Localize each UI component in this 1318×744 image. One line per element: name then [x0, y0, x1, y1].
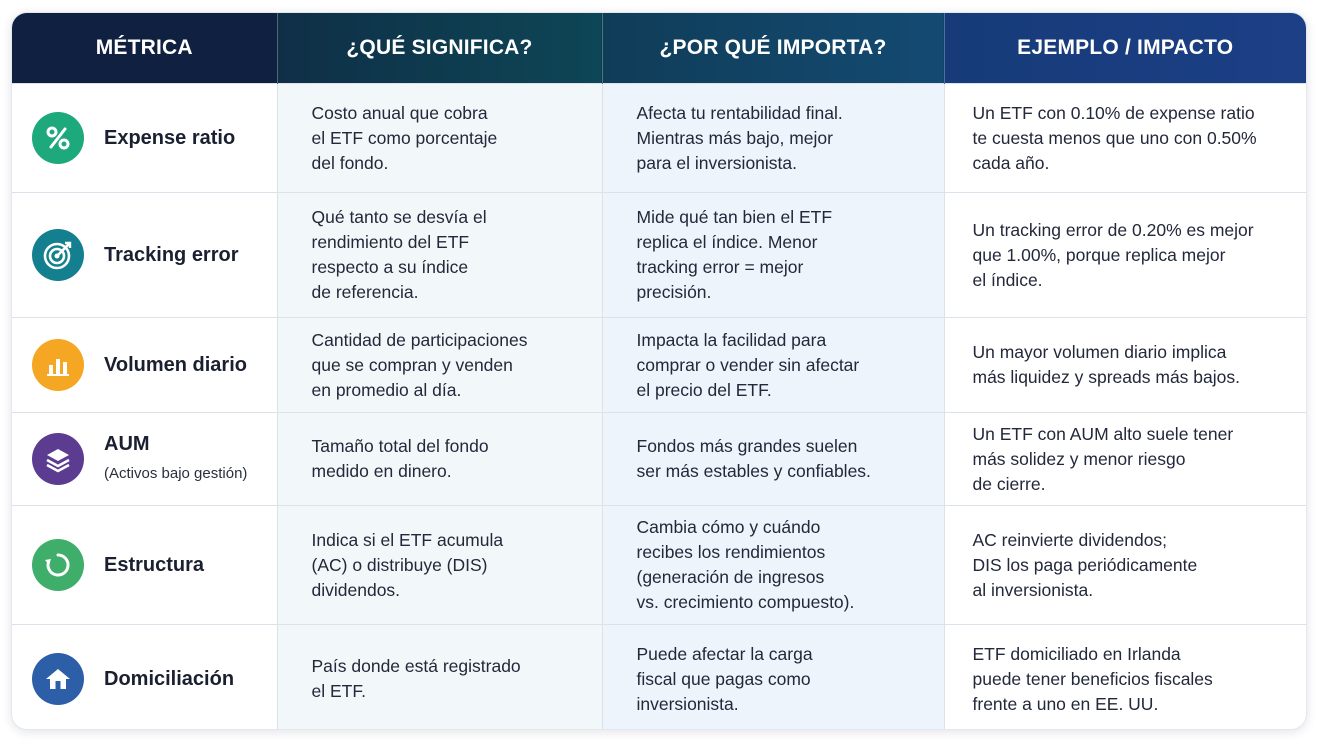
table-row: [12, 193, 1306, 318]
example-text: Un ETF con AUM alto suele tener más solidez y menor riesgo de cierre.: [972, 423, 1234, 494]
meaning-text: Cantidad de participaciones que se compran y venden en promedio al día.: [311, 329, 528, 400]
table-row: [12, 318, 1306, 413]
etf-metrics-table: [12, 13, 1306, 730]
metric-subtitle: (Activos bajo gestión): [104, 465, 248, 482]
metric-cell: [12, 84, 277, 193]
metric-name: Tracking error: [104, 243, 239, 266]
table-row: [12, 413, 1306, 506]
table-row: [12, 506, 1306, 625]
why-text: Fondos más grandes suelen ser más estables y confiables.: [636, 436, 871, 481]
metric-cell: [12, 625, 277, 731]
table-row: [12, 625, 1306, 731]
header-ejemplo-impacto: EJEMPLO / IMPACTO: [944, 13, 1306, 84]
meaning-text: País donde está registrado el ETF.: [311, 656, 521, 701]
header-por-que-importa: ¿POR QUÉ IMPORTA?: [602, 13, 944, 84]
cycle-icon: [32, 539, 84, 591]
header-que-significa: ¿QUÉ SIGNIFICA?: [277, 13, 602, 84]
metrics-table-card: [11, 12, 1307, 730]
metric-cell: [12, 413, 277, 506]
meaning-text: Costo anual que cobra el ETF como porcentaje del fondo.: [311, 102, 498, 173]
why-text: Mide qué tan bien el ETF replica el índice. Menor tracking error = mejor precisión.: [636, 207, 833, 302]
header-metrica: MÉTRICA: [12, 13, 277, 84]
metric-name: [104, 432, 247, 486]
why-text: Cambia cómo y cuándo recibes los rendimientos (generación de ingresos vs. crecimiento compuesto).: [636, 517, 855, 612]
metric-name: Domiciliación: [104, 667, 235, 690]
bar-chart-icon: [32, 339, 84, 391]
target-icon: [32, 229, 84, 281]
example-text: Un mayor volumen diario implica más liquidez y spreads más bajos.: [972, 342, 1240, 387]
example-text: Un ETF con 0.10% de expense ratio te cuesta menos que uno con 0.50% cada año.: [972, 102, 1257, 173]
layers-icon: [32, 433, 84, 485]
metric-cell: [12, 506, 277, 625]
table-header: [12, 13, 1306, 84]
meaning-text: Tamaño total del fondo medido en dinero.: [311, 436, 489, 481]
metric-cell: [12, 318, 277, 413]
example-text: ETF domiciliado en Irlanda puede tener beneficios fiscales frente a uno en EE. UU.: [972, 643, 1213, 714]
why-text: Impacta la facilidad para comprar o vender sin afectar el precio del ETF.: [636, 329, 860, 400]
example-text: Un tracking error de 0.20% es mejor que 1.00%, porque replica mejor el índice.: [972, 219, 1254, 290]
meaning-text: Indica si el ETF acumula (AC) o distribuye (DIS) dividendos.: [311, 529, 504, 600]
example-text: AC reinvierte dividendos; DIS los paga periódicamente al inversionista.: [972, 529, 1198, 600]
percent-icon: [32, 112, 84, 164]
metric-cell: [12, 193, 277, 318]
metric-name: Estructura: [104, 553, 205, 576]
meaning-text: Qué tanto se desvía el rendimiento del ETF respecto a su índice de referencia.: [311, 207, 487, 302]
table-row: [12, 84, 1306, 193]
why-text: Afecta tu rentabilidad final. Mientras más bajo, mejor para el inversionista.: [636, 102, 843, 173]
why-text: Puede afectar la carga fiscal que pagas como inversionista.: [636, 643, 813, 714]
metric-name: Expense ratio: [104, 126, 236, 149]
home-icon: [32, 653, 84, 705]
metric-name-text: AUM: [104, 433, 150, 455]
metric-name: Volumen diario: [104, 353, 247, 376]
